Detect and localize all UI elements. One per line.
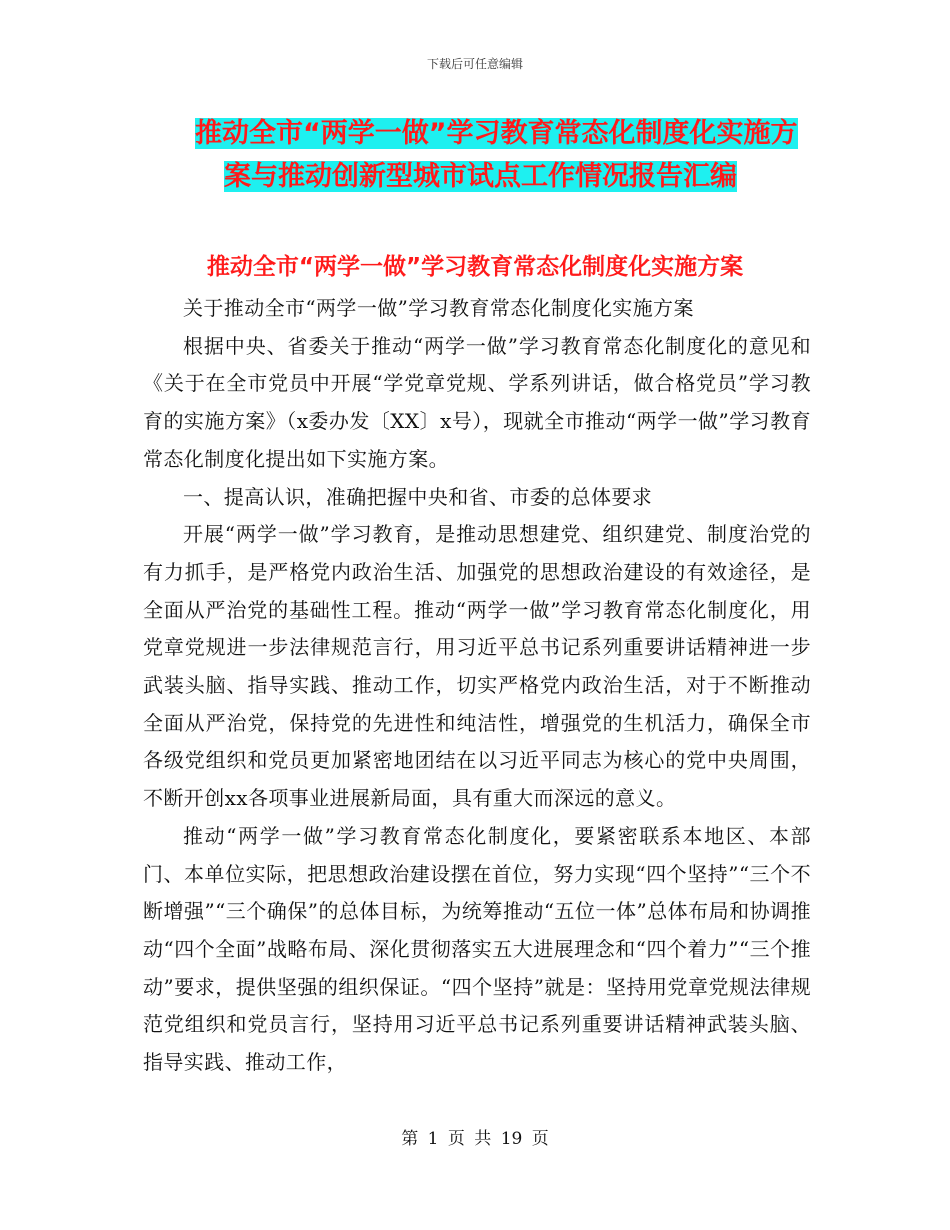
document-title bbox=[143, 112, 823, 198]
page-footer: 第 1 页 共 19 页 bbox=[401, 1129, 549, 1149]
header-note: 下载后可任意编辑 bbox=[426, 57, 523, 71]
paragraph-significance: 开展“两学一做”学习教育，是推动思想建党、组织建党、制度治党的有力抓手，是严格党内政治生活、加强党的思想政治建设的有效途径，是全面从严治党的基础性工程。推动“两学一做”学习教育常态化制度化，用党章党规进一步法律规范言行，用习近平总书记系列重要讲话精神进一步武装头脑、指导实践、推动工作，切实严格党内政治生活，对于不断推动全面从严治党，保持党的先进性和纯洁性，增强党的生机活力，确保全市各级党组织和党员更加紧密地团结在以习近平同志为核心的党中央周围，不断开创xx各项事业进展新局面，具有重大而深远的意义。 bbox=[143, 522, 811, 811]
document-title-line-2: 案与推动创新型城市试点工作情况报告汇编 bbox=[224, 161, 737, 192]
paragraph-intro: 根据中央、省委关于推动“两学一做”学习教育常态化制度化的意见和《关于在全市党员中开展“学党章党规、学系列讲话，做合格党员”学习教育的实施方案》（x委办发〔XX〕x号），现就全市推动“两学一做”学习教育常态化制度化提出如下实施方案。 bbox=[143, 333, 811, 471]
paragraph-goals: 推动“两学一做”学习教育常态化制度化，要紧密联系本地区、本部门、本单位实际，把思想政治建设摆在首位，努力实现“四个坚持”“三个不断增强”“三个确保”的总体目标，为统筹推动“五位一体”总体布局和协调推动“四个全面”战略布局、深化贯彻落实五大进展理念和“四个着力”“三个推动”要求，提供坚强的组织保证。“四个坚持”就是：坚持用党章党规法律规范党组织和党员言行，坚持用习近平总书记系列重要讲话精神武装头脑、指导实践、推动工作， bbox=[143, 823, 811, 1075]
body-text bbox=[143, 290, 811, 1082]
section-title: 推动全市“两学一做”学习教育常态化制度化实施方案 bbox=[206, 254, 744, 280]
paragraph-heading-1: 一、提高认识，准确把握中央和省、市委的总体要求 bbox=[183, 484, 653, 509]
paragraph-subtitle: 关于推动全市“两学一做”学习教育常态化制度化实施方案 bbox=[183, 296, 694, 320]
document-title-line-1: 推动全市“两学一做”学习教育常态化制度化实施方 bbox=[195, 118, 798, 149]
